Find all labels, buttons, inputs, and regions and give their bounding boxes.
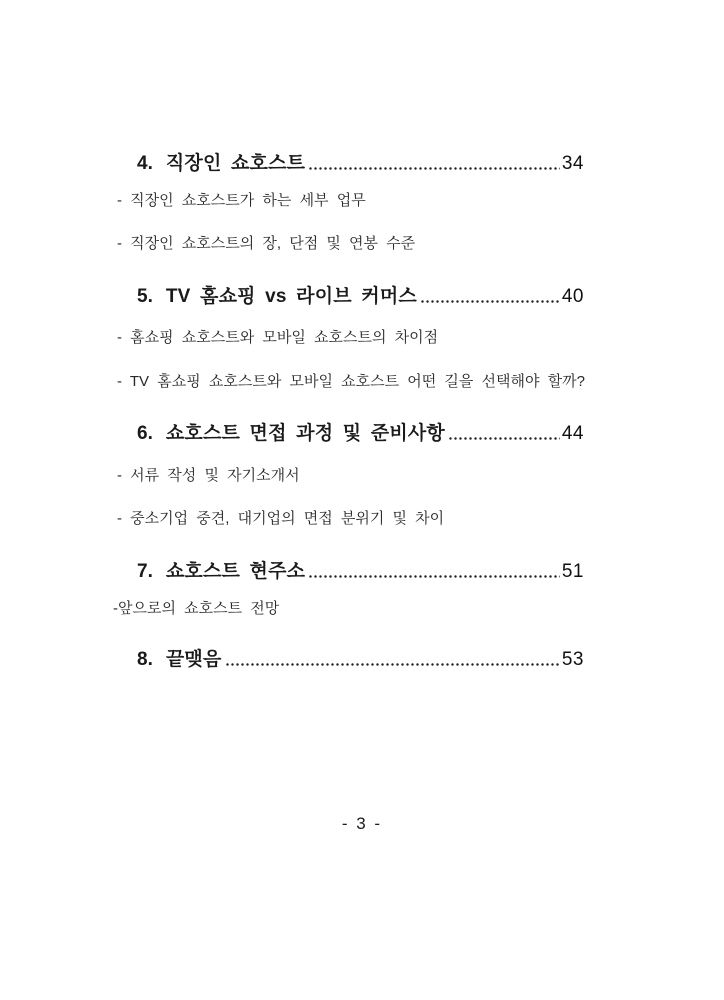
toc-heading-title: 직장인 쇼호스트 — [165, 153, 306, 174]
toc-page-number: 44 — [561, 423, 584, 444]
toc-heading-number: 7. — [137, 561, 153, 582]
toc-heading-8 — [137, 644, 584, 672]
toc-heading-5 — [137, 281, 584, 309]
toc-heading-title: 끝맺음 — [165, 649, 222, 670]
page-number-footer: - 3 - — [341, 814, 383, 833]
toc-page-number: 34 — [561, 153, 584, 174]
toc-page-number: 51 — [561, 561, 584, 582]
toc-sub-item: - 직장인 쇼호스트의 장, 단점 및 연봉 수준 — [117, 235, 416, 252]
toc-sub-item: -앞으로의 쇼호스트 전망 — [113, 600, 280, 617]
toc-heading-number: 4. — [137, 153, 153, 174]
toc-heading-title: 쇼호스트 면접 과정 및 준비사항 — [165, 423, 445, 444]
toc-sub-item: - 직장인 쇼호스트가 하는 세부 업무 — [117, 192, 366, 209]
toc-sub-item: - 중소기업 중견, 대기업의 면접 분위기 및 차이 — [117, 510, 445, 527]
dotted-leader — [309, 575, 560, 578]
toc-heading-number: 6. — [137, 423, 153, 444]
toc-heading-6 — [137, 418, 584, 446]
toc-sub-item: - TV 홈쇼핑 쇼호스트와 모바일 쇼호스트 어떤 길을 선택해야 할까? — [117, 373, 585, 390]
dotted-leader — [449, 437, 560, 440]
toc-heading-title: TV 홈쇼핑 vs 라이브 커머스 — [165, 286, 417, 307]
toc-heading-7 — [137, 556, 584, 584]
dotted-leader — [421, 300, 560, 303]
dotted-leader — [226, 663, 560, 666]
toc-sub-item: - 홈쇼핑 쇼호스트와 모바일 쇼호스트의 차이점 — [117, 329, 439, 346]
dotted-leader — [309, 167, 560, 170]
toc-heading-4 — [137, 148, 584, 176]
toc-heading-number: 8. — [137, 649, 153, 670]
toc-heading-number: 5. — [137, 286, 153, 307]
toc-page-number: 53 — [561, 649, 584, 670]
toc-heading-title: 쇼호스트 현주소 — [165, 561, 306, 582]
toc-sub-item: - 서류 작성 및 자기소개서 — [117, 467, 300, 484]
toc-page-number: 40 — [561, 286, 584, 307]
